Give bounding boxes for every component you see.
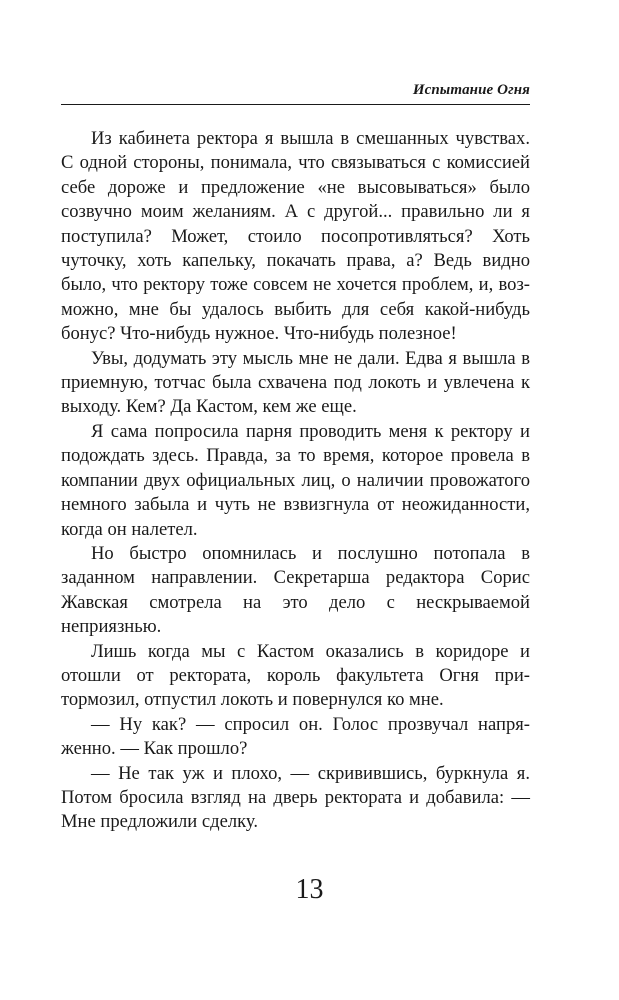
page-number: 13 [295,874,324,905]
paragraph: Увы, додумать эту мысль мне не дали. Едва я вышла в приемную, тотчас была схвачена под локоть и увлечена к выходу. Кем? Да Кастом, кем же еще. [61,347,530,418]
running-title: Испытание Огня [412,82,530,98]
header-rule [61,104,530,105]
paragraph: Я сама попросила парня проводить меня к ректору и подождать здесь. Правда, за то время, которое провела в компании двух официальных лиц, о наличии провожатого немного забыла и чуть не взвизгнула от неожиданности, когда он налетел. [61,420,530,540]
paragraph: Лишь когда мы с Кастом оказались в коридоре и отошли от ректората, король факультета Огня притормозил, отпустил локоть и повернулся ко мне. [61,640,530,711]
paragraph: Но быстро опомнилась и послушно потопала в заданном направлении. Секретарша редактора Сорис Жавская смотрела на это дело с нескрываемой неприязнью. [61,542,530,638]
paragraph: — Не так уж и плохо, — скривившись, буркнула я. Потом бросила взгляд на дверь ректората и добавила: — Мне предложили сделку. [61,762,530,833]
body-text [61,127,530,835]
running-header [61,80,530,104]
paragraph: — Ну как? — спросил он. Голос прозвучал напряженно. — Как прошло? [61,713,530,760]
paragraph: Из кабинета ректора я вышла в смешанных чувствах. С одной стороны, понимала, что связываться с комиссией себе дороже и предложение «не высовываться» было созвучно моим желаниям. А с другой... правильно ли я поступила? Может, стоило посопротивляться? Хоть чуточку, хоть капельку, покачать права, а? Ведь видно было, что ректору тоже совсем не хочется проблем, и, возможно, мне бы удалось выбить для себя какой-нибудь бонус? Что-нибудь нужное. Что-нибудь полезное! [61,128,530,345]
